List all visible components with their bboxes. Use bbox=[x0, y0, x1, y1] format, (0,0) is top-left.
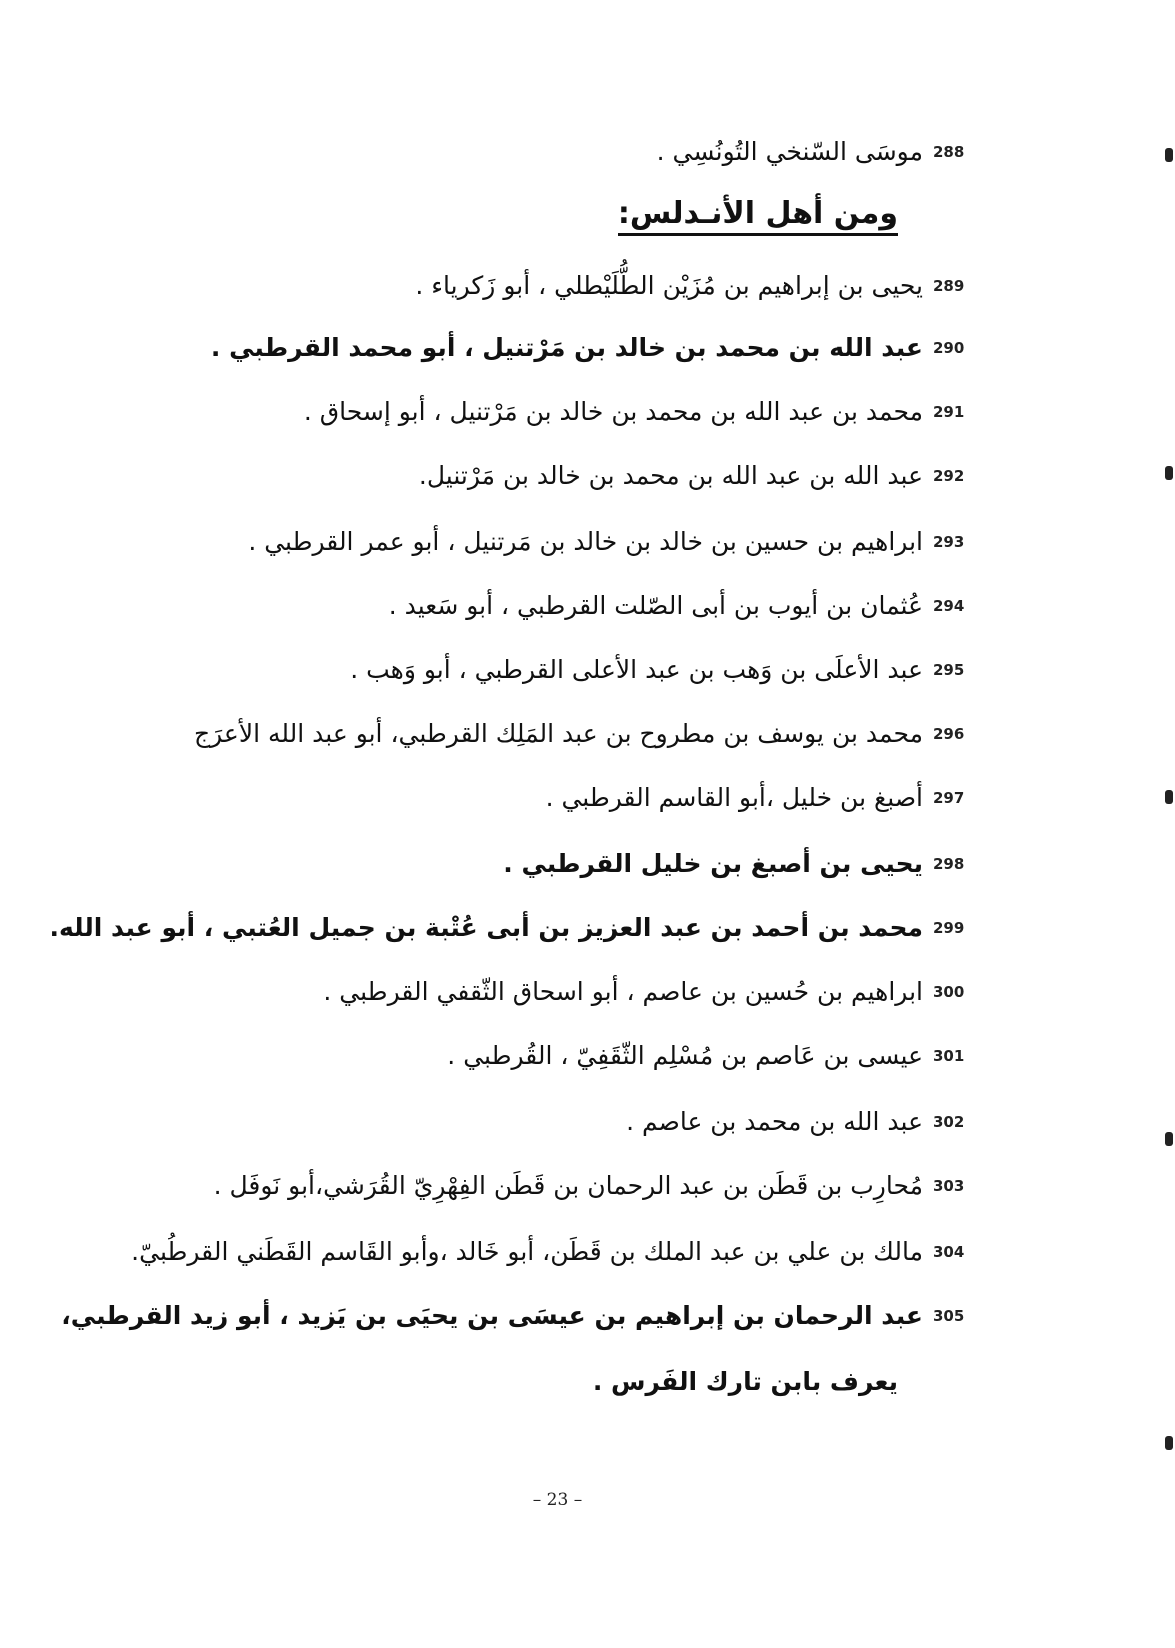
entry-number: 288 bbox=[933, 143, 965, 161]
section-heading bbox=[498, 188, 898, 240]
entry-292 bbox=[100, 452, 1100, 500]
entry-290 bbox=[100, 324, 1100, 372]
entry-296 bbox=[100, 710, 1100, 758]
entry-number: 299 bbox=[933, 919, 965, 937]
entry-number: 298 bbox=[933, 855, 965, 873]
scan-edge-mark bbox=[1165, 148, 1173, 162]
entry-295 bbox=[100, 646, 1100, 694]
entry-text: مالك بن علي بن عبد الملك بن قَطَن، أبو خَالد ،وأبو القَاسم القَطَني القرطُبيّ. bbox=[131, 1237, 923, 1266]
entry-number: 303 bbox=[933, 1177, 965, 1195]
entry-299 bbox=[49, 904, 1100, 952]
entry-text: عبد الأعلَى بن وَهب بن عبد الأعلى القرطبي ، أبو وَهب . bbox=[350, 655, 923, 684]
entry-text: يحيى بن إبراهيم بن مُزَيْن الطُّلَيْطلي ، أبو زَكرياء . bbox=[415, 271, 923, 300]
entry-number: 293 bbox=[933, 533, 965, 551]
entry-293 bbox=[100, 518, 1100, 566]
entry-text: عبد الله بن محمد بن خالد بن مَرْتنيل ، أبو محمد القرطبي . bbox=[210, 333, 923, 362]
entry-text: عبد الله بن عبد الله بن محمد بن خالد بن مَرْتنيل. bbox=[418, 461, 923, 490]
entry-301 bbox=[100, 1032, 1100, 1080]
section-heading-text: ومن أهل الأنـدلس: bbox=[618, 196, 898, 236]
entry-number: 296 bbox=[933, 725, 965, 743]
entry-number: 289 bbox=[933, 277, 965, 295]
scan-edge-mark bbox=[1165, 1132, 1173, 1146]
entry-number: 291 bbox=[933, 403, 965, 421]
entry-number: 300 bbox=[933, 983, 965, 1001]
entry-302 bbox=[100, 1098, 1100, 1146]
entry-number: 302 bbox=[933, 1113, 965, 1131]
entry-number: 294 bbox=[933, 597, 965, 615]
entry-298 bbox=[100, 840, 1100, 888]
entry-number: 292 bbox=[933, 467, 965, 485]
scan-edge-mark bbox=[1165, 1436, 1173, 1450]
entry-number: 305 bbox=[933, 1307, 965, 1325]
entry-text: محمد بن أحمد بن عبد العزيز بن أبى عُتْبة بن جميل العُتبي ، أبو عبد الله. bbox=[49, 913, 923, 942]
entry-text: عبد الرحمان بن إبراهيم بن عيسَى بن يحيَى بن يَزيد ، أبو زيد القرطبي، bbox=[61, 1301, 923, 1330]
entry-291 bbox=[100, 388, 1100, 436]
entry-text: ابراهيم بن حُسين بن عاصم ، أبو اسحاق الثّقفي القرطبي . bbox=[323, 977, 923, 1006]
entry-text: يحيى بن أصبغ بن خليل القرطبي . bbox=[503, 849, 923, 878]
entry-304 bbox=[100, 1228, 1100, 1276]
entry-305 bbox=[61, 1292, 1100, 1340]
page-number: – 23 – bbox=[532, 1490, 583, 1510]
entry-297 bbox=[100, 774, 1100, 822]
entry-300 bbox=[100, 968, 1100, 1016]
entry-number: 304 bbox=[933, 1243, 965, 1261]
entry-text: عيسى بن عَاصم بن مُسْلِم الثّقَفِيّ ، القُرطبي . bbox=[447, 1041, 923, 1070]
entry-text: محمد بن يوسف بن مطروح بن عبد المَلِك القرطبي، أبو عبد الله الأعرَج bbox=[193, 719, 923, 748]
entry-text: ابراهيم بن حسين بن خالد بن خالد بن مَرتنيل ، أبو عمر القرطبي . bbox=[248, 527, 923, 556]
entry-text: عبد الله بن محمد بن عاصم . bbox=[626, 1107, 923, 1136]
scan-edge-mark bbox=[1165, 466, 1173, 480]
entry-number: 297 bbox=[933, 789, 965, 807]
entry-number: 301 bbox=[933, 1047, 965, 1065]
entry-305-continuation: يعرف بابن تارك الفَرس . bbox=[592, 1367, 898, 1396]
entry-294 bbox=[100, 582, 1100, 630]
entry-number: 290 bbox=[933, 339, 965, 357]
entry-text: موسَى السّنخي التُونُسِي . bbox=[656, 137, 923, 166]
entry-text: محمد بن عبد الله بن محمد بن خالد بن مَرْتنيل ، أبو إسحاق . bbox=[303, 397, 923, 426]
entry-text: عُثمان بن أيوب بن أبى الصّلت القرطبي ، أبو سَعيد . bbox=[388, 591, 923, 620]
entry-number: 295 bbox=[933, 661, 965, 679]
entry-303 bbox=[100, 1162, 1100, 1210]
entry-288 bbox=[100, 128, 1100, 176]
entry-text: مُحارِب بن قَطَن بن عبد الرحمان بن قَطَن الفِهْرِيّ القُرَشي،أبو نَوفَل . bbox=[213, 1171, 923, 1200]
entry-289 bbox=[100, 262, 1100, 310]
entry-text: أصبغ بن خليل ،أبو القاسم القرطبي . bbox=[545, 783, 923, 812]
scan-edge-mark bbox=[1165, 790, 1173, 804]
